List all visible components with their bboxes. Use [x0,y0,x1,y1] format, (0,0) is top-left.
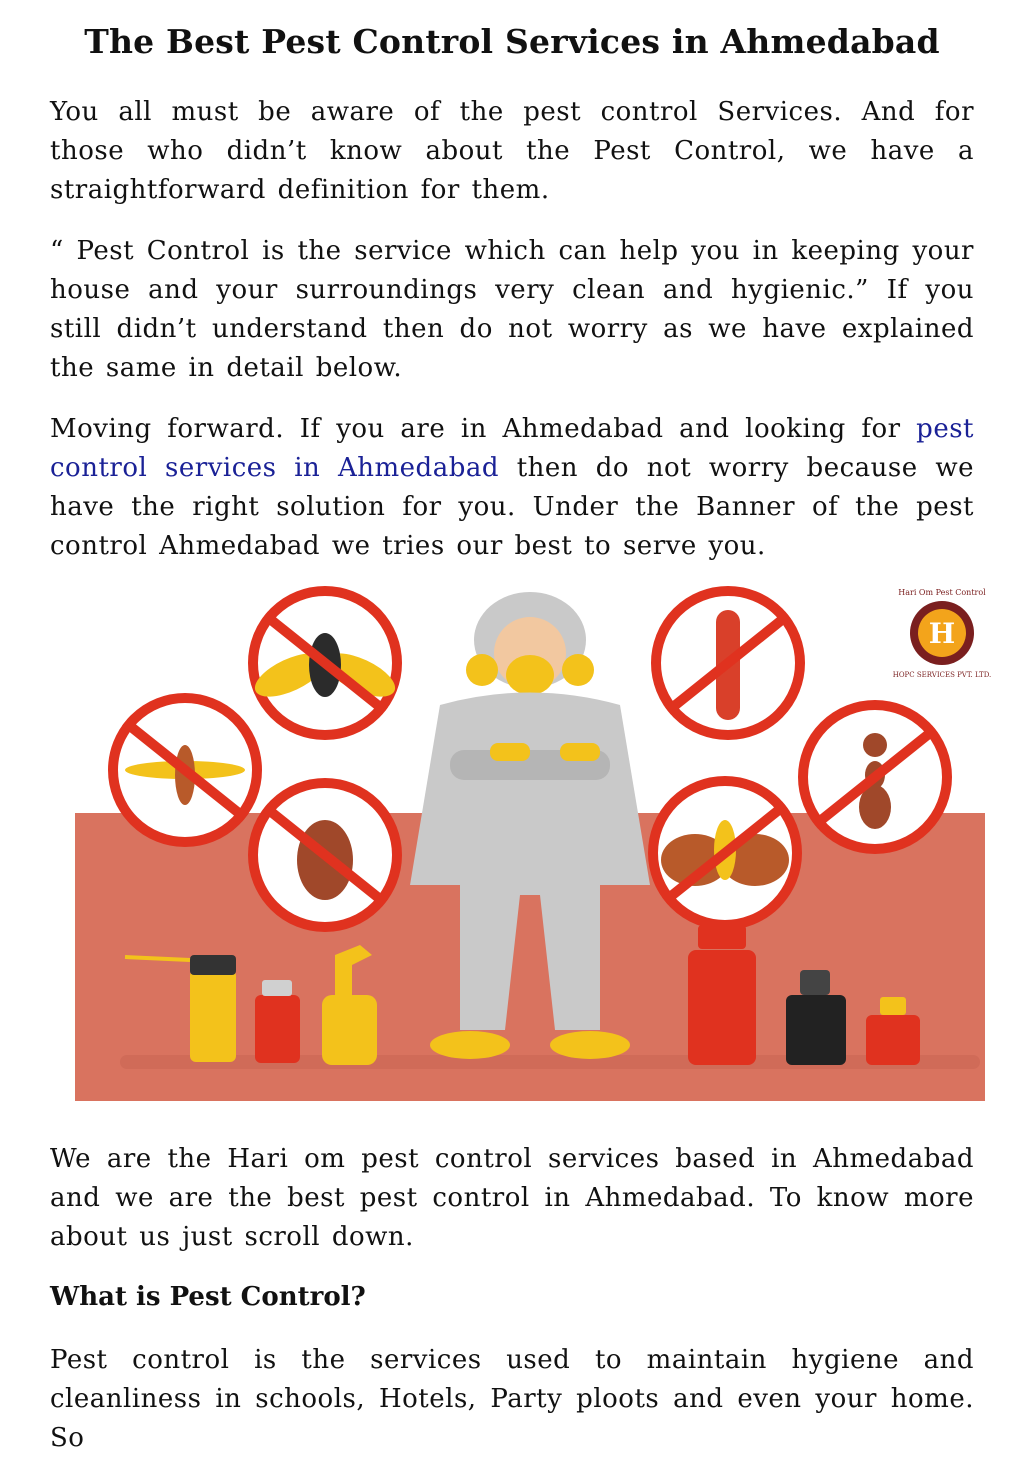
ban-fly-icon [249,591,401,735]
logo-bottom-text: HOPC SERVICES PVT. LTD. [892,671,992,679]
pest-control-illustration [0,585,1024,1110]
logo-top-text: Hari Om Pest Control [898,588,986,597]
logo-letter: H [928,617,956,650]
company-logo [893,588,992,679]
ban-mosquito-icon [113,698,257,842]
definition-paragraph: “ Pest Control is the service which can help you in keeping your house and your surroundings very clean and hygienic.” If you still didn’t understand then do not worry as we have explained the same in detail below. [50,236,974,383]
ban-centipede-icon [656,591,800,735]
ban-ant-icon [803,705,947,849]
ahmedabad-paragraph [50,410,974,566]
paragraph-text-before-link: Moving forward. If you are in Ahmedabad and looking for [50,414,917,444]
intro-paragraph: You all must be aware of the pest control Services. And for those who didn’t know about the Pest Control, we have a straightforward definition for them. [50,97,974,205]
definition-continued-paragraph: Pest control is the services used to maintain hygiene and cleanliness in schools, Hotels, Party ploots and even your home. So [50,1345,974,1453]
floor-shadow [120,1055,980,1069]
section-heading: What is Pest Control? [50,1282,366,1312]
page-title: The Best Pest Control Services in Ahmedabad [84,22,940,61]
about-paragraph: We are the Hari om pest control services based in Ahmedabad and we are the best pest control in Ahmedabad. To know more about us just scroll down. [50,1144,974,1252]
ban-moth-icon [653,781,797,925]
ban-bedbug-icon [253,783,397,927]
paragraph-text-after-link: then do not worry because we have the right solution for you. Under the Banner of the pest control Ahmedabad we tries our best to serve you. [50,453,974,561]
pest-control-link[interactable]: pest control services in Ahmedabad [50,414,974,483]
